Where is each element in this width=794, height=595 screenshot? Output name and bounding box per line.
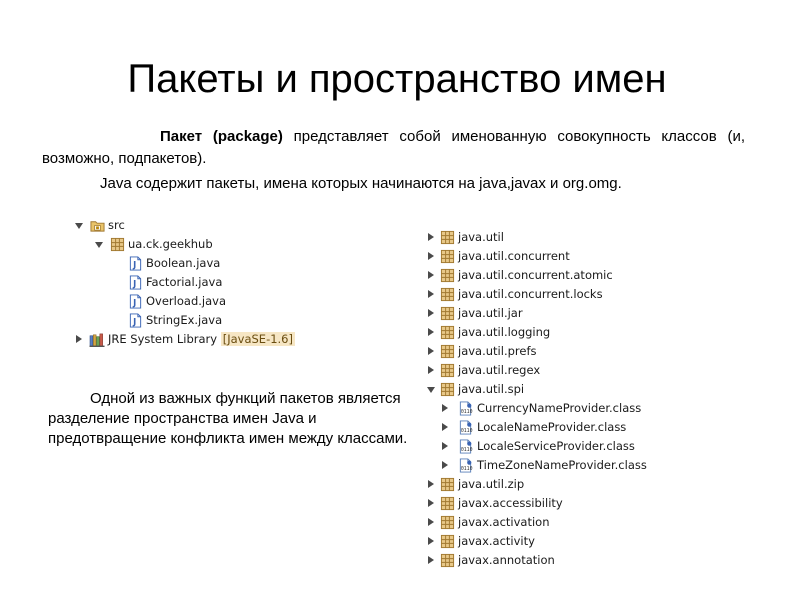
package-definition-text: представляет собой именованную совокупность классов (и, возможно, подпакетов). [42,128,745,167]
package-icon [440,382,455,397]
tree-label: java.util.prefs [458,344,537,358]
tree-node-class-file[interactable] [422,437,752,456]
collapse-arrow-icon[interactable] [426,266,436,285]
tree-node-package[interactable] [422,380,752,399]
java-file-icon [128,275,143,290]
java-file-icon [128,256,143,271]
project-tree[interactable] [70,216,330,349]
library-icon [89,332,106,347]
tree-label: ua.ck.geekhub [128,237,213,251]
tree-label: java.util.zip [458,477,525,491]
tree-node-package[interactable] [422,475,752,494]
tree-node-src[interactable] [70,216,330,235]
java-file-icon [128,294,143,309]
collapse-arrow-icon[interactable] [74,330,84,349]
tree-label: java.util.logging [458,325,551,339]
svg-text:J: J [133,297,137,308]
package-icon [440,553,455,568]
tree-label: java.util.concurrent.locks [458,287,603,301]
tree-label: CurrencyNameProvider.class [477,401,642,415]
tree-label: Boolean.java [146,256,221,270]
expand-arrow-icon[interactable] [426,380,436,399]
tree-label: Factorial.java [146,275,223,289]
tree-label: java.util.concurrent.atomic [458,268,613,282]
svg-text:J: J [133,316,137,327]
package-definition-paragraph [42,126,745,170]
collapse-arrow-icon[interactable] [426,247,436,266]
expand-arrow-icon[interactable] [94,235,104,254]
collapse-arrow-icon[interactable] [426,361,436,380]
tree-node-package[interactable] [422,304,752,323]
tree-label: java.util.concurrent [458,249,570,263]
package-icon [440,268,455,283]
slide-title: Пакеты и пространство имен [127,57,667,101]
expand-arrow-icon[interactable] [74,216,84,235]
tree-label: java.util [458,230,504,244]
collapse-arrow-icon[interactable] [426,228,436,247]
tree-node-package[interactable] [422,285,752,304]
tree-label: javax.annotation [458,553,555,567]
collapse-arrow-icon[interactable] [440,399,450,418]
java-file-icon [128,313,143,328]
class-file-icon [458,439,473,454]
package-icon [440,230,455,245]
packages-tree[interactable] [422,228,752,570]
tree-label: javax.accessibility [458,496,563,510]
tree-label: java.util.spi [458,382,525,396]
package-icon [440,249,455,264]
package-icon [440,306,455,321]
tree-node-package[interactable] [422,323,752,342]
tree-label: src [108,218,125,232]
svg-text:0110: 0110 [460,447,473,454]
class-file-icon [458,420,473,435]
package-icon [440,287,455,302]
tree-label: javax.activity [458,534,535,548]
tree-node-class-file[interactable] [422,456,752,475]
tree-label: javax.activation [458,515,550,529]
collapse-arrow-icon[interactable] [440,418,450,437]
tree-label: TimeZoneNameProvider.class [477,458,647,472]
namespace-paragraph: Одной из важных функций пакетов является разделение пространства имен Java и предотвращение конфликта имен между классами. [48,390,408,447]
tree-node-package[interactable] [422,266,752,285]
class-file-icon [458,458,473,473]
tree-label: StringEx.java [146,313,223,327]
tree-label: java.util.jar [458,306,523,320]
tree-node-package[interactable] [422,342,752,361]
tree-label: Overload.java [146,294,226,308]
tree-node-package[interactable] [422,494,752,513]
package-icon [440,515,455,530]
java-packages-paragraph: Java содержит пакеты, имена которых начинаются на java,javax и org.omg. [100,175,622,192]
package-icon [440,496,455,511]
class-file-icon [458,401,473,416]
tree-node-class-file[interactable] [422,399,752,418]
tree-node-package[interactable] [422,513,752,532]
collapse-arrow-icon[interactable] [426,323,436,342]
tree-node-package[interactable] [422,551,752,570]
collapse-arrow-icon[interactable] [426,285,436,304]
tree-node-java-file[interactable] [70,311,330,330]
tree-node-package[interactable] [70,235,330,254]
library-name: JRE System Library [108,332,218,346]
tree-label: java.util.regex [458,363,541,377]
tree-label: LocaleServiceProvider.class [477,439,635,453]
collapse-arrow-icon[interactable] [426,342,436,361]
collapse-arrow-icon[interactable] [426,494,436,513]
package-icon [440,325,455,340]
tree-node-package[interactable] [422,228,752,247]
package-icon [110,237,125,252]
collapse-arrow-icon[interactable] [426,513,436,532]
tree-node-library[interactable] [70,330,330,349]
package-icon [440,344,455,359]
package-icon [440,477,455,492]
tree-node-package[interactable] [422,247,752,266]
svg-text:0110: 0110 [460,466,473,473]
tree-node-package[interactable] [422,361,752,380]
package-icon [440,534,455,549]
library-version: [JavaSE-1.6] [222,332,293,346]
collapse-arrow-icon[interactable] [426,532,436,551]
tree-label: LocaleNameProvider.class [477,420,627,434]
collapse-arrow-icon[interactable] [426,551,436,570]
collapse-arrow-icon[interactable] [440,437,450,456]
tree-node-java-file[interactable] [70,254,330,273]
svg-text:J: J [133,278,137,289]
collapse-arrow-icon[interactable] [426,475,436,494]
svg-text:0110: 0110 [460,409,473,416]
tree-node-java-file[interactable] [70,273,330,292]
svg-text:J: J [133,259,137,270]
collapse-arrow-icon[interactable] [426,304,436,323]
svg-text:0110: 0110 [460,428,473,435]
tree-node-class-file[interactable] [422,418,752,437]
tree-node-package[interactable] [422,532,752,551]
collapse-arrow-icon[interactable] [440,456,450,475]
package-icon [440,363,455,378]
source-folder-icon [90,218,105,233]
tree-node-java-file[interactable] [70,292,330,311]
package-term: Пакет (package) [160,128,283,145]
